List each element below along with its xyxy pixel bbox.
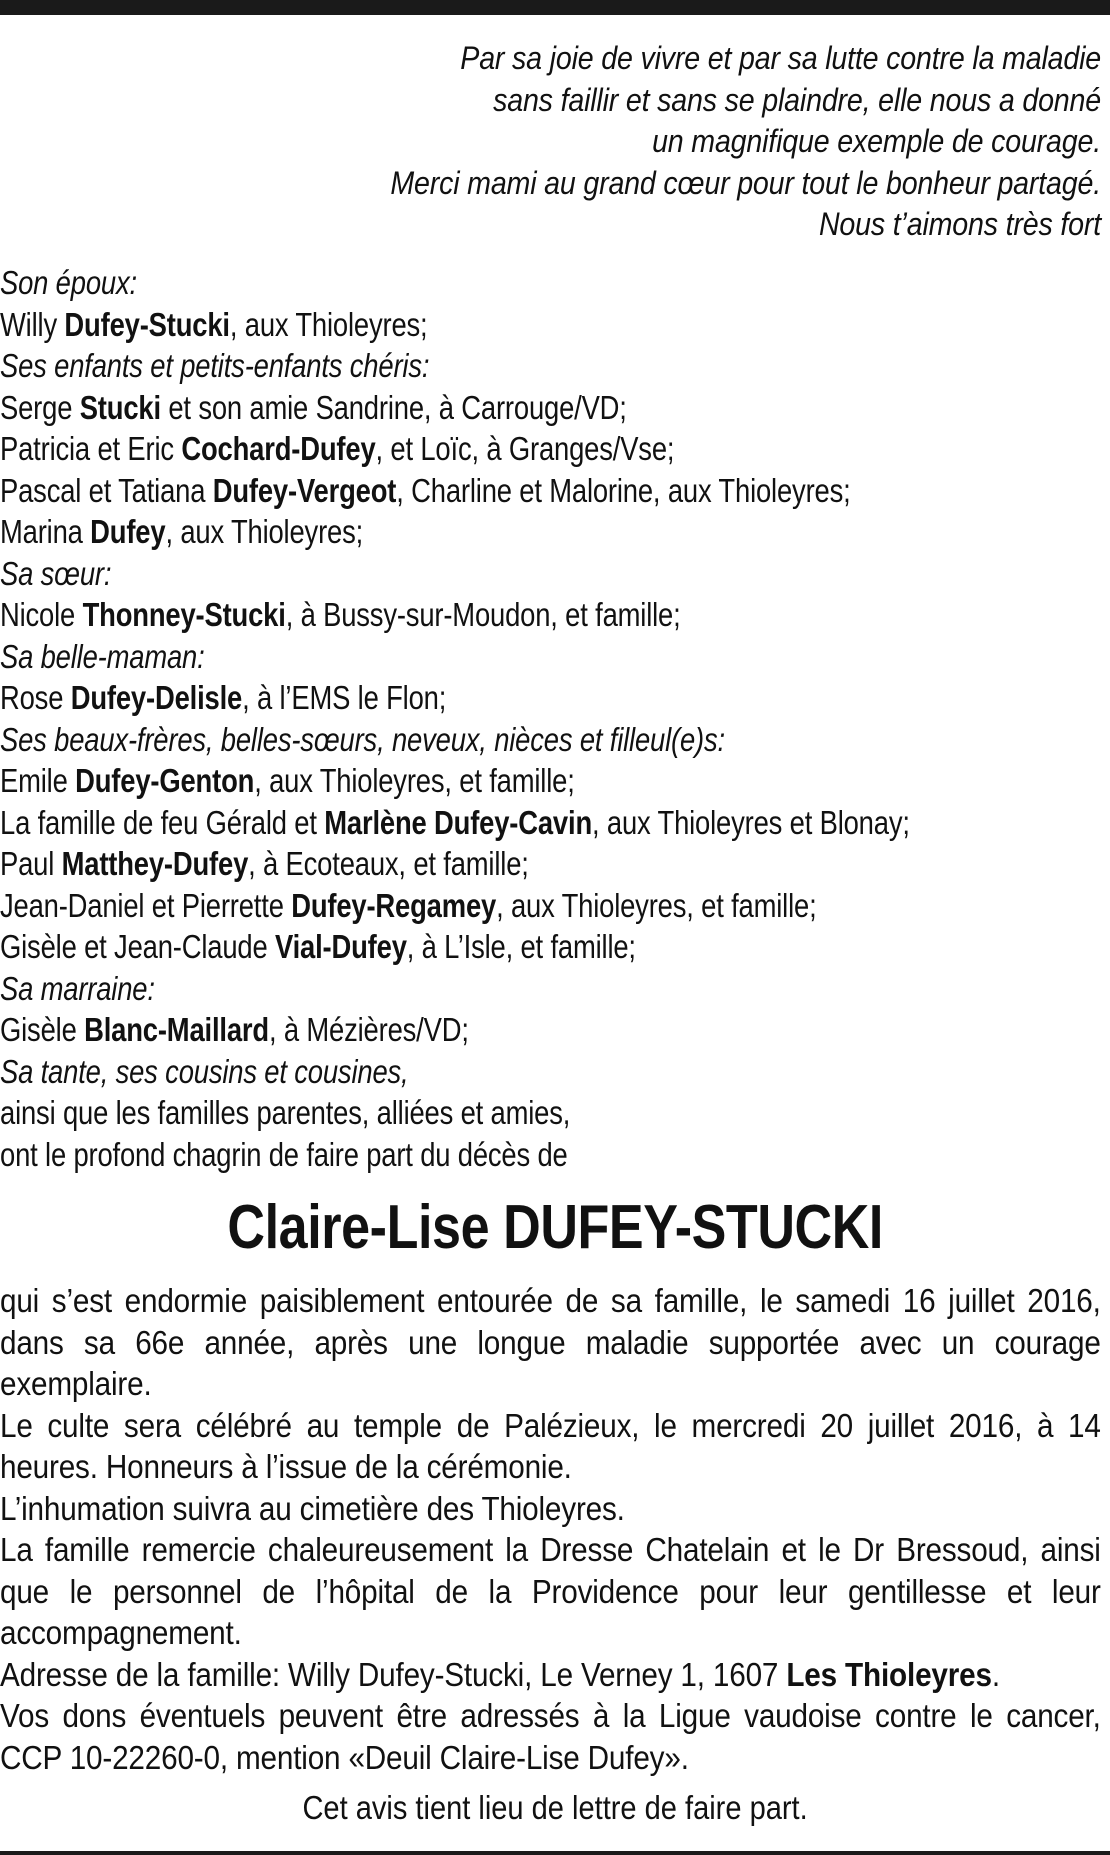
donations-paragraph: Vos dons éventuels peuvent être adressés à la Ligue vaudoise contre le cancer, CCP 10-22260-0, mention «Deuil Claire-Lise Dufey». — [0, 1697, 1101, 1776]
family-member-line — [0, 428, 1004, 470]
relation-label-in-laws: Ses beaux-frères, belles-sœurs, neveux, nièces et filleul(e)s: — [0, 720, 725, 758]
member-given-names: Patricia et Eric — [0, 430, 182, 467]
closing-note — [0, 1787, 1110, 1829]
relatives-line: ainsi que les familles parentes, alliées et amies, — [0, 1094, 571, 1131]
member-given-names: Gisèle et Jean-Claude — [0, 928, 275, 965]
member-given-names: Willy — [0, 305, 65, 343]
address-end: . — [991, 1655, 1000, 1693]
relation-label-aunt-cousins: Sa tante, ses cousins et cousines, — [0, 1052, 409, 1090]
member-surname: Vial-Dufey — [274, 928, 407, 965]
member-given-names: Gisèle — [0, 1011, 85, 1048]
relation-label-children: Ses enfants et petits-enfants chéris: — [0, 347, 430, 384]
thanks-paragraph: La famille remercie chaleureusement la Dresse Chatelain et le Dr Bressoud, ainsi que le personnel de l’hôpital de la Providence pour leur gentillesse et leur accompagnement. — [0, 1531, 1101, 1651]
member-surname: Marlène Dufey-Cavin — [324, 803, 593, 841]
member-location: , aux Thioleyres; — [165, 513, 364, 550]
member-given-names: La famille de feu Gérald et — [0, 803, 325, 841]
poem-line: Merci mami au grand cœur pour tout le bonheur partagé. — [390, 164, 1101, 201]
family-member-line — [0, 926, 1004, 968]
member-location: , aux Thioleyres et Blonay; — [592, 803, 910, 841]
family-member-line — [0, 802, 1004, 844]
member-given-names: Paul — [0, 845, 62, 882]
member-given-names: Jean-Daniel et Pierrette — [0, 886, 292, 924]
member-given-names: Serge — [0, 388, 80, 426]
member-surname: Thonney-Stucki — [82, 596, 286, 633]
member-location: , Charline et Malorine, aux Thioleyres; — [396, 471, 851, 509]
family-member-line — [0, 885, 1004, 927]
family-list — [0, 262, 1004, 1175]
family-member-line — [0, 1009, 1004, 1051]
member-location: , et Loïc, à Granges/Vse; — [375, 430, 675, 467]
family-member-line — [0, 511, 1004, 553]
poem-line: sans faillir et sans se plaindre, elle nous a donné — [493, 81, 1101, 118]
poem-line: un magnifique exemple de courage. — [652, 123, 1101, 159]
member-surname: Cochard-Dufey — [181, 430, 376, 467]
family-member-line — [0, 470, 1004, 512]
family-member-line — [0, 843, 1004, 885]
relation-label-sister: Sa sœur: — [0, 554, 112, 592]
member-location: , aux Thioleyres, et famille; — [496, 886, 817, 924]
announcement-body — [0, 1280, 1101, 1778]
closing-text: Cet avis tient lieu de lettre de faire part. — [302, 1789, 808, 1826]
member-surname: Dufey-Regamey — [291, 886, 497, 924]
member-location: et son amie Sandrine, à Carrouge/VD; — [160, 388, 627, 426]
member-surname: Dufey-Delisle — [70, 679, 243, 716]
relation-label-spouse: Son époux: — [0, 264, 137, 301]
member-surname: Blanc-Maillard — [84, 1011, 269, 1048]
member-given-names: Emile — [0, 762, 76, 799]
member-surname: Dufey — [90, 513, 166, 550]
deceased-name-heading — [0, 1192, 1110, 1264]
family-member-line — [0, 387, 1004, 429]
top-border-rule — [0, 0, 1110, 15]
member-location: , à Bussy-sur-Moudon, et famille; — [285, 596, 681, 633]
service-paragraph: Le culte sera célébré au temple de Palézieux, le mercredi 20 juillet 2016, à 14 heures. Honneurs à l’issue de la cérémonie. — [0, 1406, 1101, 1485]
member-location: , aux Thioleyres; — [229, 305, 428, 343]
member-location: , aux Thioleyres, et famille; — [254, 762, 575, 799]
relation-label-godmother: Sa marraine: — [0, 969, 155, 1007]
member-given-names: Marina — [0, 513, 91, 550]
address-text: Adresse de la famille: Willy Dufey-Stucki, Le Verney 1, 1607 — [0, 1655, 787, 1693]
member-surname: Dufey-Vergeot — [212, 471, 397, 509]
deceased-name: Claire-Lise DUFEY-STUCKI — [227, 1193, 883, 1262]
opening-poem — [221, 38, 1101, 246]
death-paragraph: qui s’est endormie paisiblement entourée de sa famille, le samedi 16 juillet 2016, dans sa 66e année, après une longue maladie supportée avec un courage exemplaire. — [0, 1282, 1101, 1402]
family-member-line — [0, 760, 1004, 802]
bottom-border-rule — [0, 1851, 1110, 1855]
address-paragraph — [0, 1654, 1101, 1696]
family-member-line — [0, 304, 1004, 346]
poem-line: Par sa joie de vivre et par sa lutte contre la maladie — [460, 40, 1101, 76]
member-given-names: Nicole — [0, 596, 83, 633]
member-surname: Dufey-Genton — [75, 762, 255, 799]
member-given-names: Rose — [0, 679, 71, 716]
poem-line: Nous t’aimons très fort — [818, 206, 1101, 242]
member-given-names: Pascal et Tatiana — [0, 471, 213, 509]
member-location: , à L’Isle, et famille; — [406, 928, 636, 965]
address-locality: Les Thioleyres — [786, 1655, 992, 1693]
member-location: , à Mézières/VD; — [268, 1011, 469, 1048]
family-member-line — [0, 594, 1004, 636]
family-member-line — [0, 677, 1004, 719]
member-surname: Matthey-Dufey — [61, 845, 249, 882]
member-location: , à Ecoteaux, et famille; — [248, 845, 529, 882]
member-location: , à l’EMS le Flon; — [242, 679, 447, 716]
member-surname: Dufey-Stucki — [64, 305, 230, 343]
member-surname: Stucki — [79, 388, 161, 426]
relation-label-mother-in-law: Sa belle-maman: — [0, 637, 205, 675]
burial-paragraph: L’inhumation suivra au cimetière des Thioleyres. — [0, 1489, 625, 1527]
announcement-line: ont le profond chagrin de faire part du décès de — [0, 1135, 568, 1173]
